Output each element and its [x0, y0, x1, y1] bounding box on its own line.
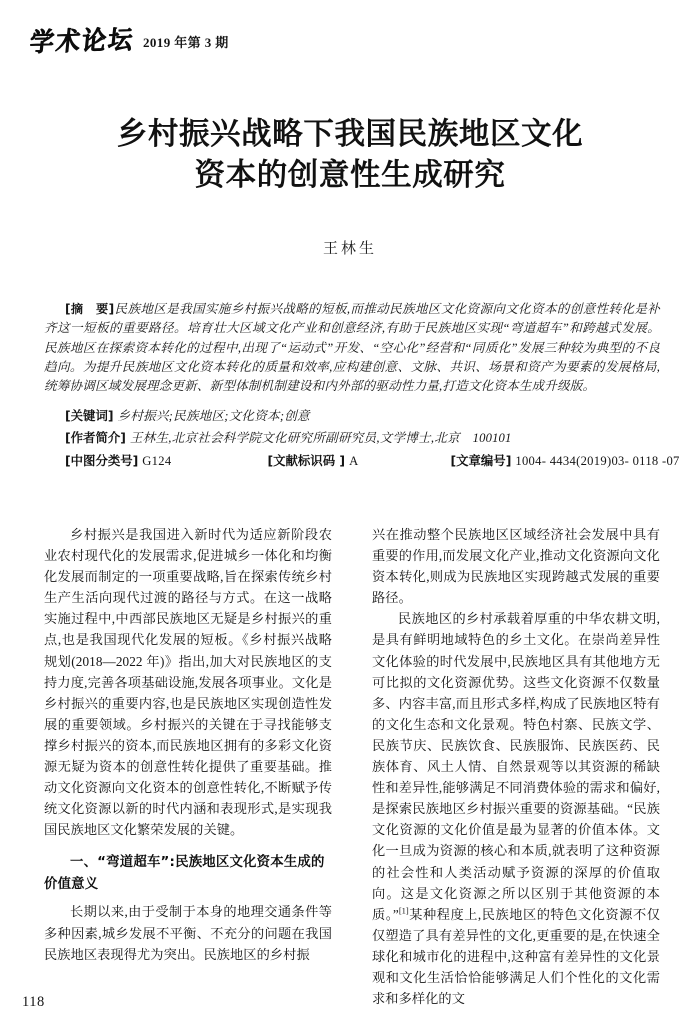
article-title-line-1: 乡村振兴战略下我国民族地区文化: [116, 117, 584, 152]
article-id-value: 1004- 4434(2019)03- 0118 -07: [515, 454, 680, 469]
clc-label: [中图分类号]: [65, 453, 139, 469]
article-id-segment: [450, 450, 679, 472]
paragraph-text-after-citation: 某种程度上,民族地区的特色文化资源不仅仅塑造了具有差异性的文化,更重要的是,在快速全球化和城市化的进程中,这种富有差异性的文化景观和文化生活恰恰能够满足人们个性化的文化需求和多样化的文: [372, 906, 660, 1007]
article-author: 王林生: [322, 241, 377, 257]
paragraph: [372, 608, 660, 1009]
paragraph: 长期以来,由于受制于本身的地理交通条件等多种因素,城乡发展不平衡、不充分的问题在我国民族地区表现得尤为突出。民族地区的乡村振: [44, 904, 332, 962]
issue-label: 2019 年第 3 期: [143, 35, 229, 50]
paragraph-continuation: 兴在推动整个民族地区区域经济社会发展中具有重要的作用,而发展文化产业,推动文化资源向文化资本转化,则成为民族地区实现跨越式发展的重要路径。: [372, 527, 660, 606]
author-bio-line: [44, 427, 660, 449]
clc-value: G124: [142, 454, 172, 469]
section-heading: 一、“弯道超车”:民族地区文化资本生成的价值意义: [44, 855, 325, 893]
abstract-text: 民族地区是我国实施乡村振兴战略的短板,而推动民族地区文化资源向文化资本的创意性转化是补齐这一短板的重要路径。培育壮大区域文化产业和创意经济,有助于民族地区实现“弯道超车”和跨越式发展。民族地区在探索资本转化的过程中,出现了“运动式”开发、“空心化”经营和“同质化”发展三种较为典型的不良趋向。为提升民族地区文化资本转化的质量和效率,应构建创意、文脉、共识、场景和资产为要素的发展格局,统筹协调区域发展理念更新、新型体制机制建设和内外部的驱动性力量,打造文化资本生成升级版。: [44, 302, 661, 394]
citation-marker: [1]: [398, 905, 409, 916]
document-code-label: [文献标识码 ]: [267, 453, 346, 469]
document-code-value: A: [349, 454, 359, 469]
masthead: [28, 20, 229, 58]
document-code-segment: [267, 450, 358, 472]
keywords-label: [关键词]: [65, 408, 114, 424]
classification-line: [44, 450, 680, 472]
article-metadata-block: [44, 300, 680, 472]
page-number: 118: [22, 994, 45, 1010]
right-column: [372, 524, 660, 1007]
spacer: [44, 396, 660, 405]
keywords-line: [44, 405, 660, 427]
page-title: [62, 114, 638, 196]
paragraph: 乡村振兴是我国进入新时代为适应新阶段农业农村现代化的发展需求,促进城乡一体化和均衡化发展而制定的一项重要战略,旨在探索传统乡村生产生活向现代过渡的路径与方式。在这一战略实施过程中,中西部民族地区无疑是乡村振兴的重点,也是我国现代化发展的短板。《乡村振兴战略规划(2018—2022 年)》指出,加大对民族地区的支持力度,完善各项基础设施,发展各项事业。文化是乡村振兴的重要内容,也是民族地区实现创造性发展的重要领域。乡村振兴的关键在于寻找能够支撑乡村振兴的资本,而民族地区拥有的多彩文化资源无疑为资本的创意性转化提供了重要基础。推动文化资源向文化资本的创意性转化,不断赋予传统文化资源以新的时代内涵和表现形式,是实现我国民族地区文化繁荣发展的关键。: [44, 527, 332, 838]
journal-name-logo: 学术论坛: [28, 23, 136, 58]
body-columns: [44, 524, 660, 1007]
article-id-label: [文章编号]: [450, 453, 512, 469]
paragraph-text-before-citation: 民族地区的乡村承载着厚重的中华农耕文明,是具有鲜明地域特色的乡土文化。在崇尚差异性文化体验的时代发展中,民族地区具有其他地方无可比拟的文化资源优势。这些文化资源不仅数量多、内容丰富,而且形式多样,构成了民族地区特有的文化生态和文化景观。特色村寨、民族文学、民族节庆、民族饮食、民族服饰、民族医药、民族体育、风土人情、自然景观等以其资源的稀缺性和差异性,能够满足不同消费体验的需求和偏好,是探索民族地区乡村振兴重要的资源基础。“民族文化资源的文化价值是最为显著的价值本体。文化一旦成为资源的核心和本质,就表明了这种资源的社会性和人类活动赋予资源的深厚的价值取向。这是文化资源之所以区别于其他资源的本质。”: [372, 611, 660, 922]
abstract-label: [摘 要]: [65, 302, 115, 316]
left-column: [44, 524, 332, 994]
article-title-line-2: 资本的创意性生成研究: [194, 158, 506, 193]
clc-segment: [65, 450, 171, 472]
abstract-paragraph: [44, 300, 660, 396]
author-bio-value: 王林生,北京社会科学院文化研究所副研究员,文学博士,北京 100101: [129, 431, 512, 446]
keywords-value: 乡村振兴;民族地区;文化资本;创意: [117, 409, 310, 424]
author-bio-label: [作者简介]: [65, 430, 126, 446]
